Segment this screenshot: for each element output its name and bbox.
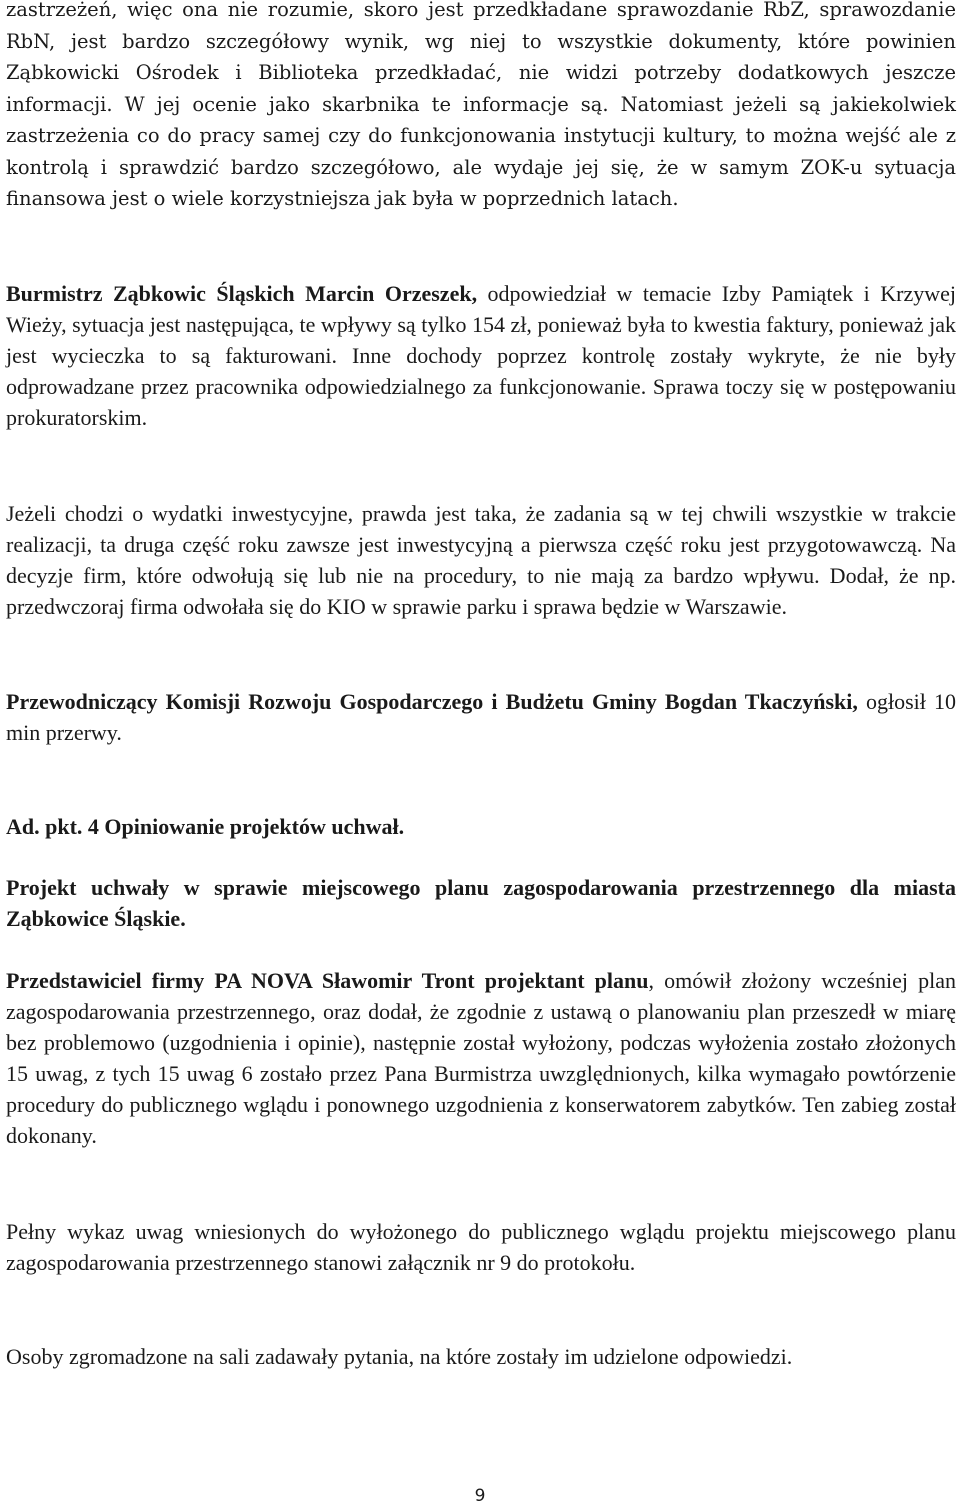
chairman-break-text: ogłosił 10 min przerwy. [6,689,956,745]
planner-presentation-text: , omówił złożony wcześniej plan zagospodarowania przestrzennego, oraz dodał, że zgodnie z ustawą o planowaniu plan przeszedł w miarę bez problemowo (uzgodnienia i opinie), następnie został wyłożony, podczas wyłożenia zostało złożonych 15 uwag, z tych 15 uwag 6 zostało przez Pana Burmistrza uwzględnionych, kilka wymagało powtórzenie procedury do publicznego wglądu i ponownego uzgodnienia z konserwatorem zabytków. Ten zabieg został dokonany. [6,968,956,1148]
speaker-planner: Przedstawiciel firmy PA NOVA Sławomir Tront projektant planu [6,968,649,993]
agenda-item-heading: Ad. pkt. 4 Opiniowanie projektów uchwał. [6,814,405,839]
paragraph-planner-presentation [6,965,956,1151]
paragraph-attachment-note: Pełny wykaz uwag wniesionych do wyłożonego do publicznego wglądu projektu miejscowego planu zagospodarowania przestrzennego stanowi załącznik nr 9 do protokołu. [6,1219,956,1275]
speaker-chairman: Przewodniczący Komisji Rozwoju Gospodarczego i Budżetu Gminy Bogdan Tkaczyński, [6,689,858,714]
page-number: 9 [474,1486,486,1506]
resolution-draft-heading: Projekt uchwały w sprawie miejscowego planu zagospodarowania przestrzennego dla miasta Ząbkowice Śląskie. [6,875,956,931]
paragraph-questions: Osoby zgromadzone na sali zadawały pytania, na które zostały im udzielone odpowiedzi. [6,1344,793,1369]
paragraph-treasurer-statement: zastrzeżeń, więc ona nie rozumie, skoro jest przedkładane sprawozdanie RbZ, sprawozdanie RbN, jest bardzo szczegółowy wynik, wg niej to wszystkie dokumenty, które powinien Ząbkowicki Ośrodek i Biblioteka przedkładać, nie widzi potrzeby dodatkowych jeszcze informacji. W jej ocenie jako skarbnika te informacje są. Natomiast jeżeli są jakiekolwiek zastrzeżenia co do pracy samej czy do funkcjonowania instytucji kultury, to można wejść ale z kontrolą i sprawdzić bardzo szczegółowo, ale wydaje jej się, że w samym ZOK-u sytuacja finansowa jest o wiele korzystniejsza jak była w poprzednich latach. [6,0,956,210]
speaker-mayor: Burmistrz Ząbkowic Śląskich Marcin Orzeszek, [6,281,478,306]
mayor-response-text: odpowiedział w temacie Izby Pamiątek i Krzywej Wieży, sytuacja jest następująca, te wpływy są tylko 154 zł, ponieważ była to kwestia faktury, ponieważ jak jest wycieczka to są fakturowani. Inne dochody poprzez kontrolę zostały wykryte, że nie były odprowadzane przez pracownika odpowiedzialnego za funkcjonowanie. Sprawa toczy się w postępowaniu prokuratorskim. [6,281,957,430]
paragraph-investment-expenses: Jeżeli chodzi o wydatki inwestycyjne, prawda jest taka, że zadania są w tej chwili wszystkie w trakcie realizacji, ta druga część roku zawsze jest inwestycyjną a pierwsza część roku jest przygotowawczą. Na decyzje firm, które odwołują się lub nie na procedury, to nie mają za bardzo wpływu. Dodał, że np. przedwczoraj firma odwołała się do KIO w sprawie parku i sprawa będzie w Warszawie. [6,501,956,619]
paragraph-mayor-response [6,278,956,433]
paragraph-chairman-break [6,686,956,748]
